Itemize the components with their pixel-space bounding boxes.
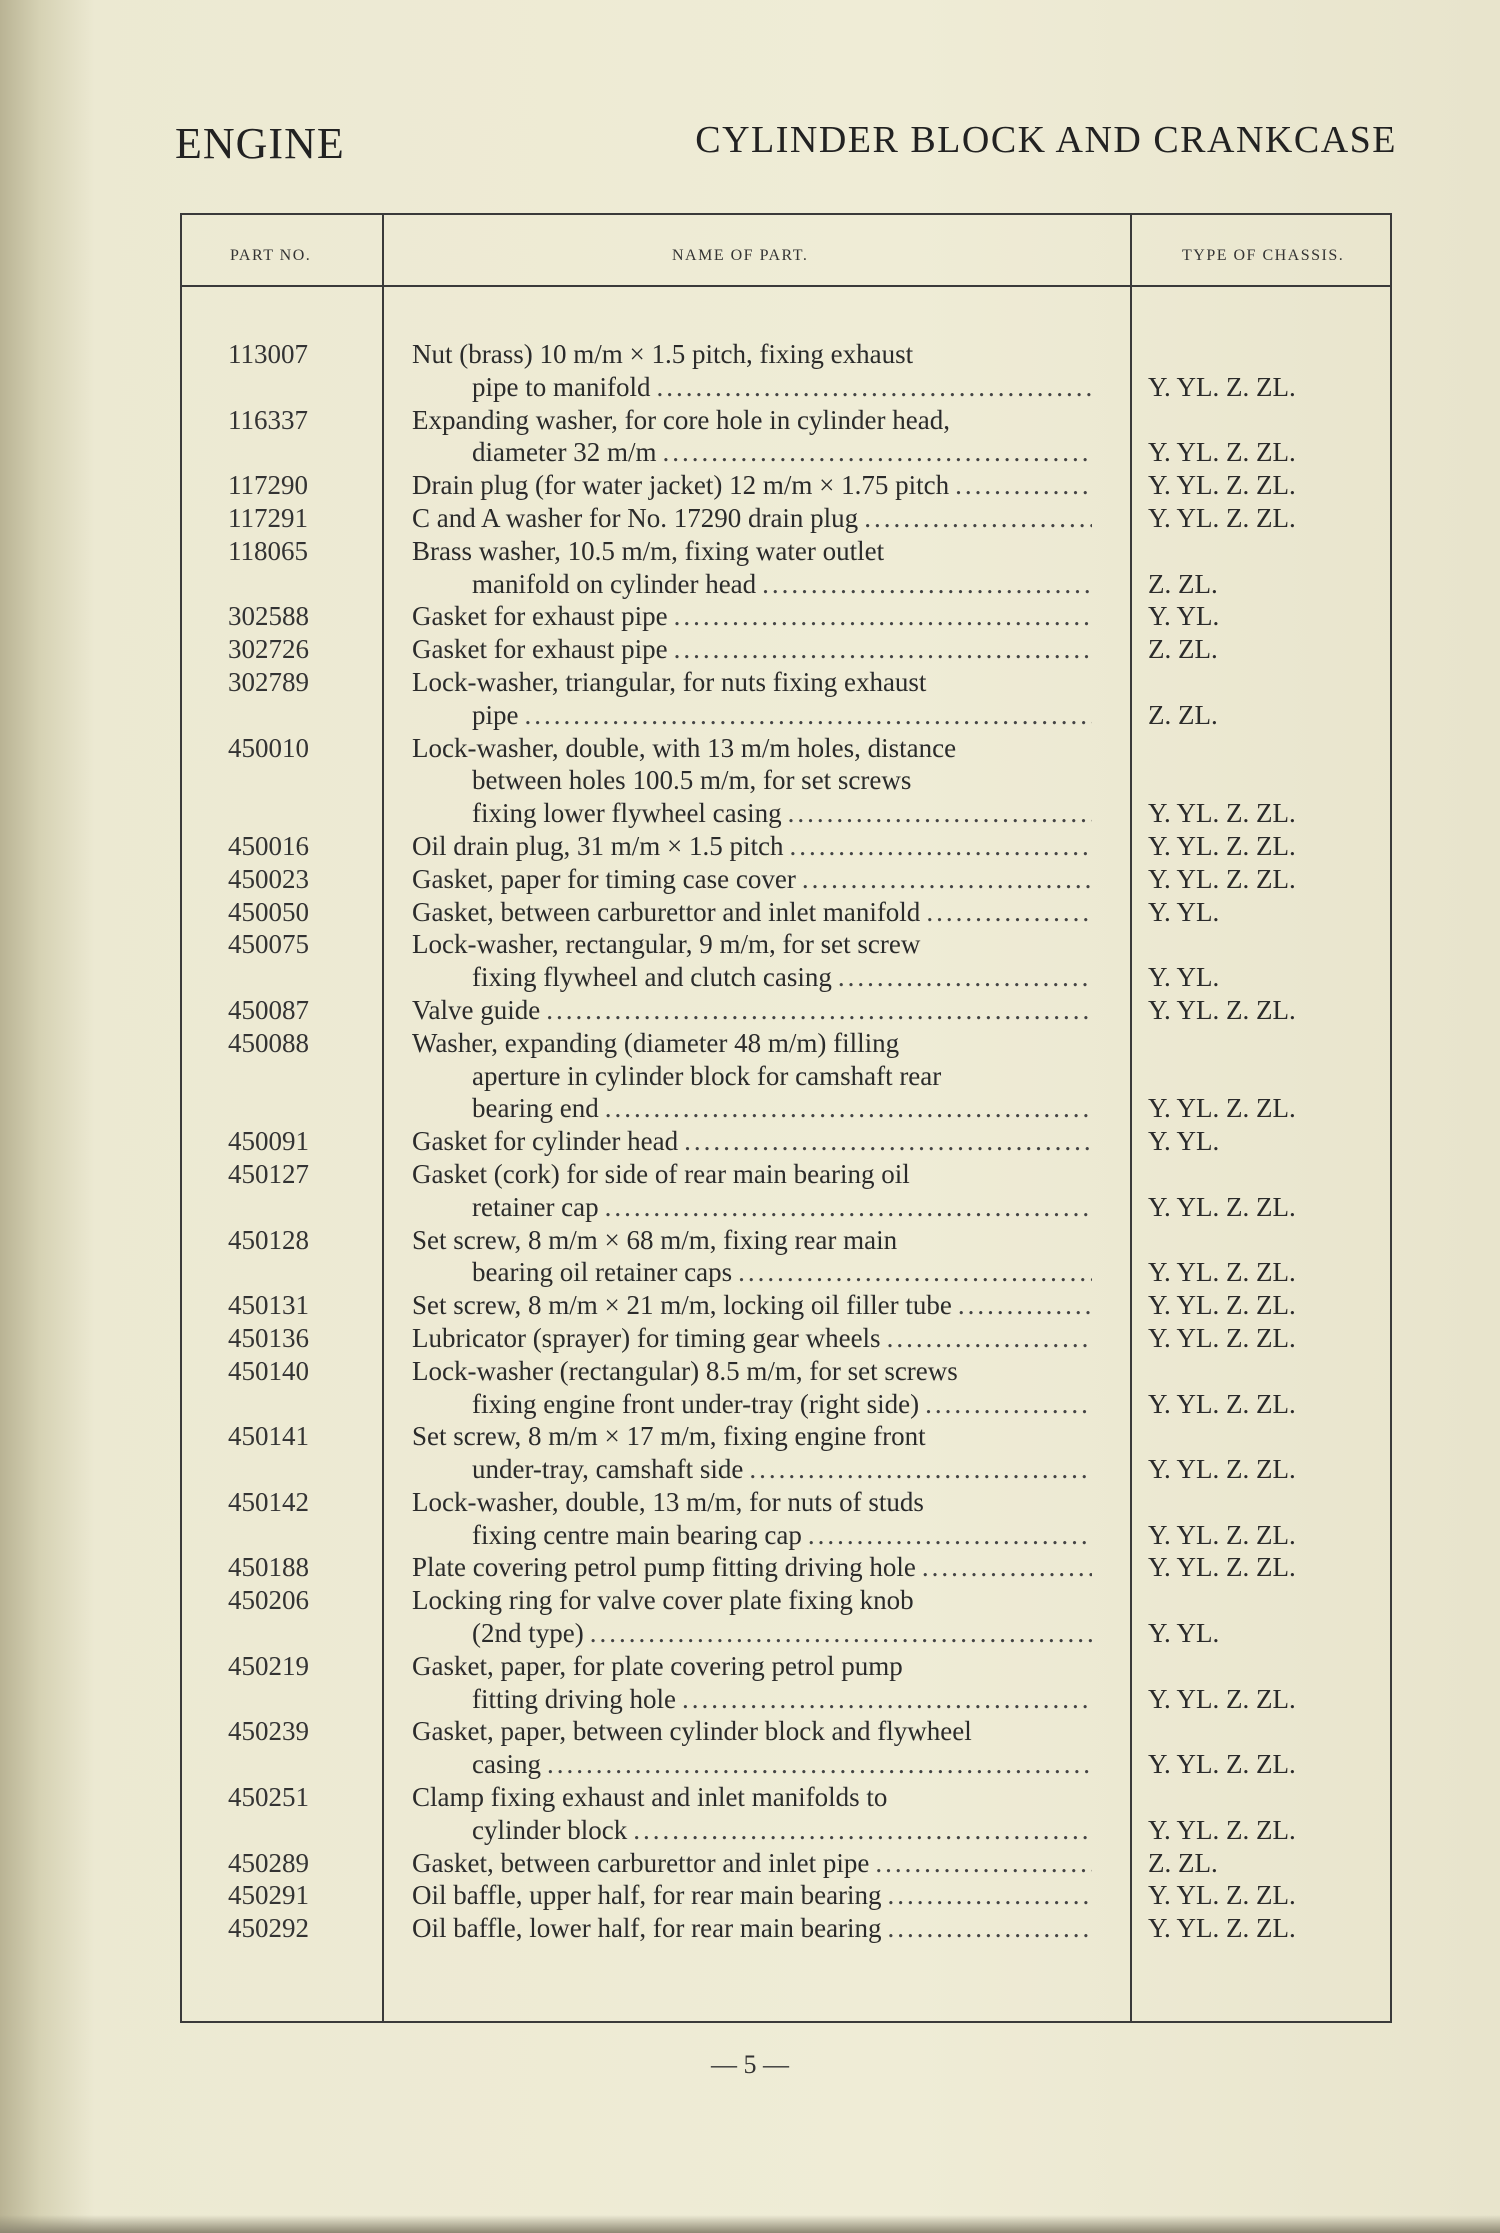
- chassis-type: Y. YL. Z. ZL.: [1148, 1814, 1296, 1845]
- part-number: 450188: [228, 1552, 309, 1583]
- page-number: — 5 —: [711, 2050, 789, 2079]
- part-name-line: [412, 535, 1092, 568]
- part-name-text: Gasket for exhaust pipe: [412, 634, 668, 665]
- part-number: 302726: [228, 634, 309, 665]
- table-row: [180, 1158, 1392, 1224]
- part-number: 450088: [228, 1027, 309, 1058]
- part-name-text: Oil drain plug, 31 m/m × 1.5 pitch: [412, 830, 784, 861]
- chassis-type: Y. YL. Z. ZL.: [1148, 798, 1296, 829]
- chassis-type: Y. YL. Z. ZL.: [1148, 1519, 1296, 1550]
- table-row: [180, 469, 1392, 502]
- part-number: 450010: [228, 732, 309, 763]
- part-name-text: Plate covering petrol pump fitting driving hole: [412, 1552, 916, 1583]
- part-name: [412, 1355, 1092, 1421]
- part-number: 118065: [228, 535, 308, 566]
- part-name-text: bearing oil retainer caps: [472, 1257, 733, 1288]
- table-row: [180, 1322, 1392, 1355]
- part-name-text: pipe: [472, 699, 519, 730]
- part-name-line: [412, 994, 1092, 1027]
- table-row: [180, 863, 1392, 896]
- leader-dots: [925, 1388, 1092, 1421]
- table-row: [180, 994, 1392, 1027]
- part-name-text: Expanding washer, for core hole in cylinder head,: [412, 404, 950, 435]
- part-name-line: [412, 1355, 1092, 1388]
- part-number: 450291: [228, 1880, 309, 1911]
- table-row: [180, 928, 1392, 994]
- part-name: [412, 1879, 1092, 1912]
- part-name: [412, 502, 1092, 535]
- part-name-text: Oil baffle, upper half, for rear main bearing: [412, 1880, 882, 1911]
- part-name-text: Oil baffle, lower half, for rear main bearing: [412, 1913, 882, 1944]
- chassis-type: Y. YL. Z. ZL.: [1148, 1191, 1296, 1222]
- part-name: [412, 1158, 1092, 1224]
- part-number: 302789: [228, 666, 309, 697]
- part-name-text: aperture in cylinder block for camshaft rear: [472, 1060, 942, 1091]
- part-name-line: [412, 1781, 1092, 1814]
- part-name-text: retainer cap: [472, 1191, 599, 1222]
- part-name-text: Set screw, 8 m/m × 17 m/m, fixing engine front: [412, 1421, 926, 1452]
- part-name-text: Washer, expanding (diameter 48 m/m) filling: [412, 1027, 900, 1058]
- part-name-line: [412, 1912, 1092, 1945]
- part-name: [412, 994, 1092, 1027]
- part-number: 450140: [228, 1355, 309, 1386]
- part-name-line: [412, 371, 1092, 404]
- page-spine-shadow: [0, 0, 95, 2233]
- chassis-type: Y. YL. Z. ZL.: [1148, 1880, 1296, 1911]
- part-name-line: [412, 961, 1092, 994]
- leader-dots: [887, 1322, 1092, 1355]
- part-name-text: fitting driving hole: [472, 1683, 676, 1714]
- table-row: [180, 1715, 1392, 1781]
- part-name-line: [412, 1453, 1092, 1486]
- table-row: [180, 502, 1392, 535]
- part-name: [412, 1781, 1092, 1847]
- part-name-line: [412, 1748, 1092, 1781]
- part-name-line: [412, 764, 1092, 797]
- part-name-text: cylinder block: [472, 1814, 628, 1845]
- part-name-line: [412, 404, 1092, 437]
- chassis-type: Y. YL. Z. ZL.: [1148, 371, 1296, 402]
- table-row: [180, 1289, 1392, 1322]
- part-name-text: Lock-washer, triangular, for nuts fixing exhaust: [412, 666, 927, 697]
- table-row: [180, 666, 1392, 732]
- part-name-text: Gasket, paper, between cylinder block and flywheel: [412, 1716, 972, 1747]
- part-name: [412, 928, 1092, 994]
- part-name-line: [412, 1420, 1092, 1453]
- leader-dots: [864, 502, 1092, 535]
- part-name-line: [412, 896, 1092, 929]
- part-name: [412, 1650, 1092, 1716]
- part-name-text: diameter 32 m/m: [472, 437, 657, 468]
- chassis-type: Y. YL.: [1148, 962, 1220, 993]
- part-number: 117291: [228, 502, 308, 533]
- leader-dots: [590, 1617, 1092, 1650]
- part-name-line: [412, 1158, 1092, 1191]
- part-name: [412, 1289, 1092, 1322]
- part-name-line: [412, 1224, 1092, 1257]
- part-name-line: [412, 666, 1092, 699]
- part-name-text: Valve guide: [412, 994, 541, 1025]
- leader-dots: [955, 469, 1092, 502]
- part-name-line: [412, 1847, 1092, 1880]
- part-name: [412, 633, 1092, 666]
- part-number: 450289: [228, 1847, 309, 1878]
- chassis-type: Y. YL.: [1148, 1126, 1220, 1157]
- leader-dots: [788, 797, 1092, 830]
- part-name-text: Drain plug (for water jacket) 12 m/m × 1.75 pitch: [412, 470, 950, 501]
- part-name-text: Set screw, 8 m/m × 21 m/m, locking oil filler tube: [412, 1290, 952, 1321]
- part-name-line: [412, 1027, 1092, 1060]
- part-name-line: [412, 1519, 1092, 1552]
- part-name: [412, 863, 1092, 896]
- part-name-line: [412, 1289, 1092, 1322]
- leader-dots: [838, 961, 1092, 994]
- part-name-line: [412, 338, 1092, 371]
- part-name: [412, 404, 1092, 470]
- part-name-text: fixing flywheel and clutch casing: [472, 962, 832, 993]
- leader-dots: [802, 863, 1092, 896]
- part-name: [412, 1847, 1092, 1880]
- part-number: 450023: [228, 863, 309, 894]
- part-name-text: fixing lower flywheel casing: [472, 798, 782, 829]
- table-row: [180, 1355, 1392, 1421]
- leader-dots: [674, 633, 1092, 666]
- part-name-line: [412, 1617, 1092, 1650]
- part-name-text: fixing centre main bearing cap: [472, 1519, 802, 1550]
- leader-dots: [808, 1519, 1092, 1552]
- part-name-text: bearing end: [472, 1093, 599, 1124]
- part-name: [412, 1125, 1092, 1158]
- part-name-text: Set screw, 8 m/m × 68 m/m, fixing rear main: [412, 1224, 898, 1255]
- part-name-text: between holes 100.5 m/m, for set screws: [472, 765, 912, 796]
- part-name-line: [412, 1584, 1092, 1617]
- chassis-type: Z. ZL.: [1148, 699, 1218, 730]
- part-number: 450239: [228, 1716, 309, 1747]
- part-name: [412, 1420, 1092, 1486]
- part-number: 450206: [228, 1585, 309, 1616]
- part-name-line: [412, 1683, 1092, 1716]
- part-name-line: [412, 1256, 1092, 1289]
- part-number: 450292: [228, 1913, 309, 1944]
- part-name-text: C and A washer for No. 17290 drain plug: [412, 502, 859, 533]
- leader-dots: [525, 699, 1093, 732]
- part-number: 450050: [228, 896, 309, 927]
- leader-dots: [958, 1289, 1092, 1322]
- chassis-type: Y. YL.: [1148, 1618, 1220, 1649]
- part-name: [412, 338, 1092, 404]
- table-row: [180, 896, 1392, 929]
- column-header-part-no: PART NO.: [230, 247, 312, 264]
- part-name-line: [412, 928, 1092, 961]
- part-name-text: Brass washer, 10.5 m/m, fixing water outlet: [412, 535, 885, 566]
- part-name-text: Lock-washer, double, with 13 m/m holes, distance: [412, 732, 957, 763]
- table-row: [180, 338, 1392, 404]
- column-header-name: NAME OF PART.: [672, 247, 809, 264]
- part-name: [412, 1224, 1092, 1290]
- part-name-line: [412, 1125, 1092, 1158]
- leader-dots: [682, 1683, 1092, 1716]
- part-number: 450251: [228, 1782, 309, 1813]
- chassis-type: Y. YL. Z. ZL.: [1148, 1322, 1296, 1353]
- leader-dots: [674, 600, 1092, 633]
- chassis-type: Y. YL. Z. ZL.: [1148, 1913, 1296, 1944]
- part-name-line: [412, 1092, 1092, 1125]
- leader-dots: [762, 568, 1092, 601]
- part-name-line: [412, 1486, 1092, 1519]
- part-number: 450128: [228, 1224, 309, 1255]
- part-number: 450091: [228, 1126, 309, 1157]
- part-name-line: [412, 1191, 1092, 1224]
- part-name-text: fixing engine front under-tray (right side): [472, 1388, 920, 1419]
- part-name: [412, 535, 1092, 601]
- part-name-line: [412, 1879, 1092, 1912]
- leader-dots: [633, 1814, 1092, 1847]
- table-row: [180, 1125, 1392, 1158]
- chassis-type: Y. YL.: [1148, 896, 1220, 927]
- page-title: CYLINDER BLOCK AND CRANKCASE: [695, 119, 1397, 161]
- part-number: 117290: [228, 470, 308, 501]
- leader-dots: [789, 830, 1092, 863]
- leader-dots: [546, 994, 1092, 1027]
- part-name-text: Lubricator (sprayer) for timing gear wheels: [412, 1322, 881, 1353]
- table-row: [180, 830, 1392, 863]
- part-name-text: Gasket, between carburettor and inlet pipe: [412, 1847, 870, 1878]
- chassis-type: Y. YL. Z. ZL.: [1148, 1683, 1296, 1714]
- leader-dots: [656, 371, 1092, 404]
- part-name-line: [412, 568, 1092, 601]
- chassis-type: Y. YL.: [1148, 601, 1220, 632]
- leader-dots: [888, 1879, 1092, 1912]
- part-name-text: manifold on cylinder head: [472, 568, 757, 599]
- part-name-line: [412, 1060, 1092, 1093]
- table-row: [180, 1912, 1392, 1945]
- table-row: [180, 1879, 1392, 1912]
- part-number: 450127: [228, 1158, 309, 1189]
- part-name-text: (2nd type): [472, 1618, 584, 1649]
- part-name-text: Gasket for exhaust pipe: [412, 601, 668, 632]
- part-name: [412, 1322, 1092, 1355]
- section-title: ENGINE: [175, 119, 345, 168]
- part-name-line: [412, 633, 1092, 666]
- part-name-text: casing: [472, 1749, 541, 1780]
- table-row: [180, 732, 1392, 830]
- table-row: [180, 600, 1392, 633]
- part-name-line: [412, 830, 1092, 863]
- part-number: 450142: [228, 1486, 309, 1517]
- chassis-type: Y. YL. Z. ZL.: [1148, 1454, 1296, 1485]
- chassis-type: Z. ZL.: [1148, 568, 1218, 599]
- chassis-type: Y. YL. Z. ZL.: [1148, 1388, 1296, 1419]
- part-name-text: under-tray, camshaft side: [472, 1454, 744, 1485]
- table-row: [180, 1224, 1392, 1290]
- leader-dots: [738, 1256, 1092, 1289]
- table-row: [180, 404, 1392, 470]
- table-row: [180, 1781, 1392, 1847]
- part-number: 450087: [228, 994, 309, 1025]
- part-number: 302588: [228, 601, 309, 632]
- leader-dots: [605, 1191, 1092, 1224]
- table-row: [180, 633, 1392, 666]
- header-rule: [182, 285, 1390, 287]
- part-number: 450016: [228, 830, 309, 861]
- part-number: 450075: [228, 929, 309, 960]
- table-row: [180, 1486, 1392, 1552]
- chassis-type: Z. ZL.: [1148, 1847, 1218, 1878]
- leader-dots: [547, 1748, 1092, 1781]
- column-header-chassis: TYPE OF CHASSIS.: [1182, 247, 1345, 264]
- part-name-line: [412, 699, 1092, 732]
- table-row: [180, 1650, 1392, 1716]
- part-name: [412, 600, 1092, 633]
- leader-dots: [605, 1092, 1092, 1125]
- part-name: [412, 1551, 1092, 1584]
- chassis-type: Y. YL. Z. ZL.: [1148, 994, 1296, 1025]
- part-name-text: Gasket, between carburettor and inlet manifold: [412, 896, 921, 927]
- part-name-line: [412, 1814, 1092, 1847]
- leader-dots: [749, 1453, 1092, 1486]
- leader-dots: [888, 1912, 1092, 1945]
- part-name-text: Lock-washer, double, 13 m/m, for nuts of studs: [412, 1486, 924, 1517]
- chassis-type: Y. YL. Z. ZL.: [1148, 863, 1296, 894]
- leader-dots: [926, 896, 1092, 929]
- chassis-type: Y. YL. Z. ZL.: [1148, 502, 1296, 533]
- part-number: 450136: [228, 1322, 309, 1353]
- chassis-type: Y. YL. Z. ZL.: [1148, 1093, 1296, 1124]
- chassis-type: Y. YL. Z. ZL.: [1148, 437, 1296, 468]
- part-number: 116337: [228, 404, 308, 435]
- part-name-text: Lock-washer (rectangular) 8.5 m/m, for set screws: [412, 1355, 958, 1386]
- parts-list: [180, 338, 1392, 1945]
- part-number: 450219: [228, 1650, 309, 1681]
- part-name-line: [412, 797, 1092, 830]
- part-name-text: Gasket, paper for timing case cover: [412, 863, 796, 894]
- part-name-line: [412, 502, 1092, 535]
- page-bottom-edge: [0, 2215, 1500, 2233]
- part-name: [412, 1486, 1092, 1552]
- leader-dots: [684, 1125, 1092, 1158]
- part-name: [412, 1715, 1092, 1781]
- part-name-line: [412, 600, 1092, 633]
- table-row: [180, 1027, 1392, 1125]
- part-name-text: Nut (brass) 10 m/m × 1.5 pitch, fixing exhaust: [412, 339, 914, 369]
- part-name: [412, 732, 1092, 830]
- part-name-line: [412, 436, 1092, 469]
- part-name: [412, 1027, 1092, 1125]
- part-name-line: [412, 863, 1092, 896]
- part-number: 450141: [228, 1421, 309, 1452]
- table-row: [180, 1420, 1392, 1486]
- part-number: 450131: [228, 1290, 309, 1321]
- part-name-line: [412, 1388, 1092, 1421]
- leader-dots: [922, 1551, 1092, 1584]
- part-name: [412, 666, 1092, 732]
- part-name-text: Locking ring for valve cover plate fixing knob: [412, 1585, 914, 1616]
- part-name-line: [412, 1715, 1092, 1748]
- chassis-type: Y. YL. Z. ZL.: [1148, 1290, 1296, 1321]
- table-row: [180, 1584, 1392, 1650]
- part-name-text: Gasket (cork) for side of rear main bearing oil: [412, 1158, 910, 1189]
- part-number: 113007: [228, 339, 308, 369]
- part-name-line: [412, 1650, 1092, 1683]
- part-name-line: [412, 1551, 1092, 1584]
- chassis-type: Y. YL. Z. ZL.: [1148, 1552, 1296, 1583]
- part-name-text: Gasket, paper, for plate covering petrol pump: [412, 1650, 903, 1681]
- part-name: [412, 1584, 1092, 1650]
- leader-dots: [662, 436, 1092, 469]
- leader-dots: [875, 1847, 1092, 1880]
- part-name-line: [412, 732, 1092, 765]
- part-name-line: [412, 1322, 1092, 1355]
- chassis-type: Z. ZL.: [1148, 634, 1218, 665]
- chassis-type: Y. YL. Z. ZL.: [1148, 1257, 1296, 1288]
- part-name-text: pipe to manifold: [472, 371, 651, 402]
- part-name-line: [412, 469, 1092, 502]
- part-name: [412, 469, 1092, 502]
- part-name: [412, 1912, 1092, 1945]
- part-name: [412, 896, 1092, 929]
- table-row: [180, 535, 1392, 601]
- chassis-type: Y. YL. Z. ZL.: [1148, 830, 1296, 861]
- table-row: [180, 1551, 1392, 1584]
- part-name-text: Gasket for cylinder head: [412, 1126, 679, 1157]
- table-row: [180, 1847, 1392, 1880]
- chassis-type: Y. YL. Z. ZL.: [1148, 470, 1296, 501]
- chassis-type: Y. YL. Z. ZL.: [1148, 1749, 1296, 1780]
- part-name-text: Clamp fixing exhaust and inlet manifolds to: [412, 1782, 888, 1813]
- part-name-text: Lock-washer, rectangular, 9 m/m, for set screw: [412, 929, 921, 960]
- part-name: [412, 830, 1092, 863]
